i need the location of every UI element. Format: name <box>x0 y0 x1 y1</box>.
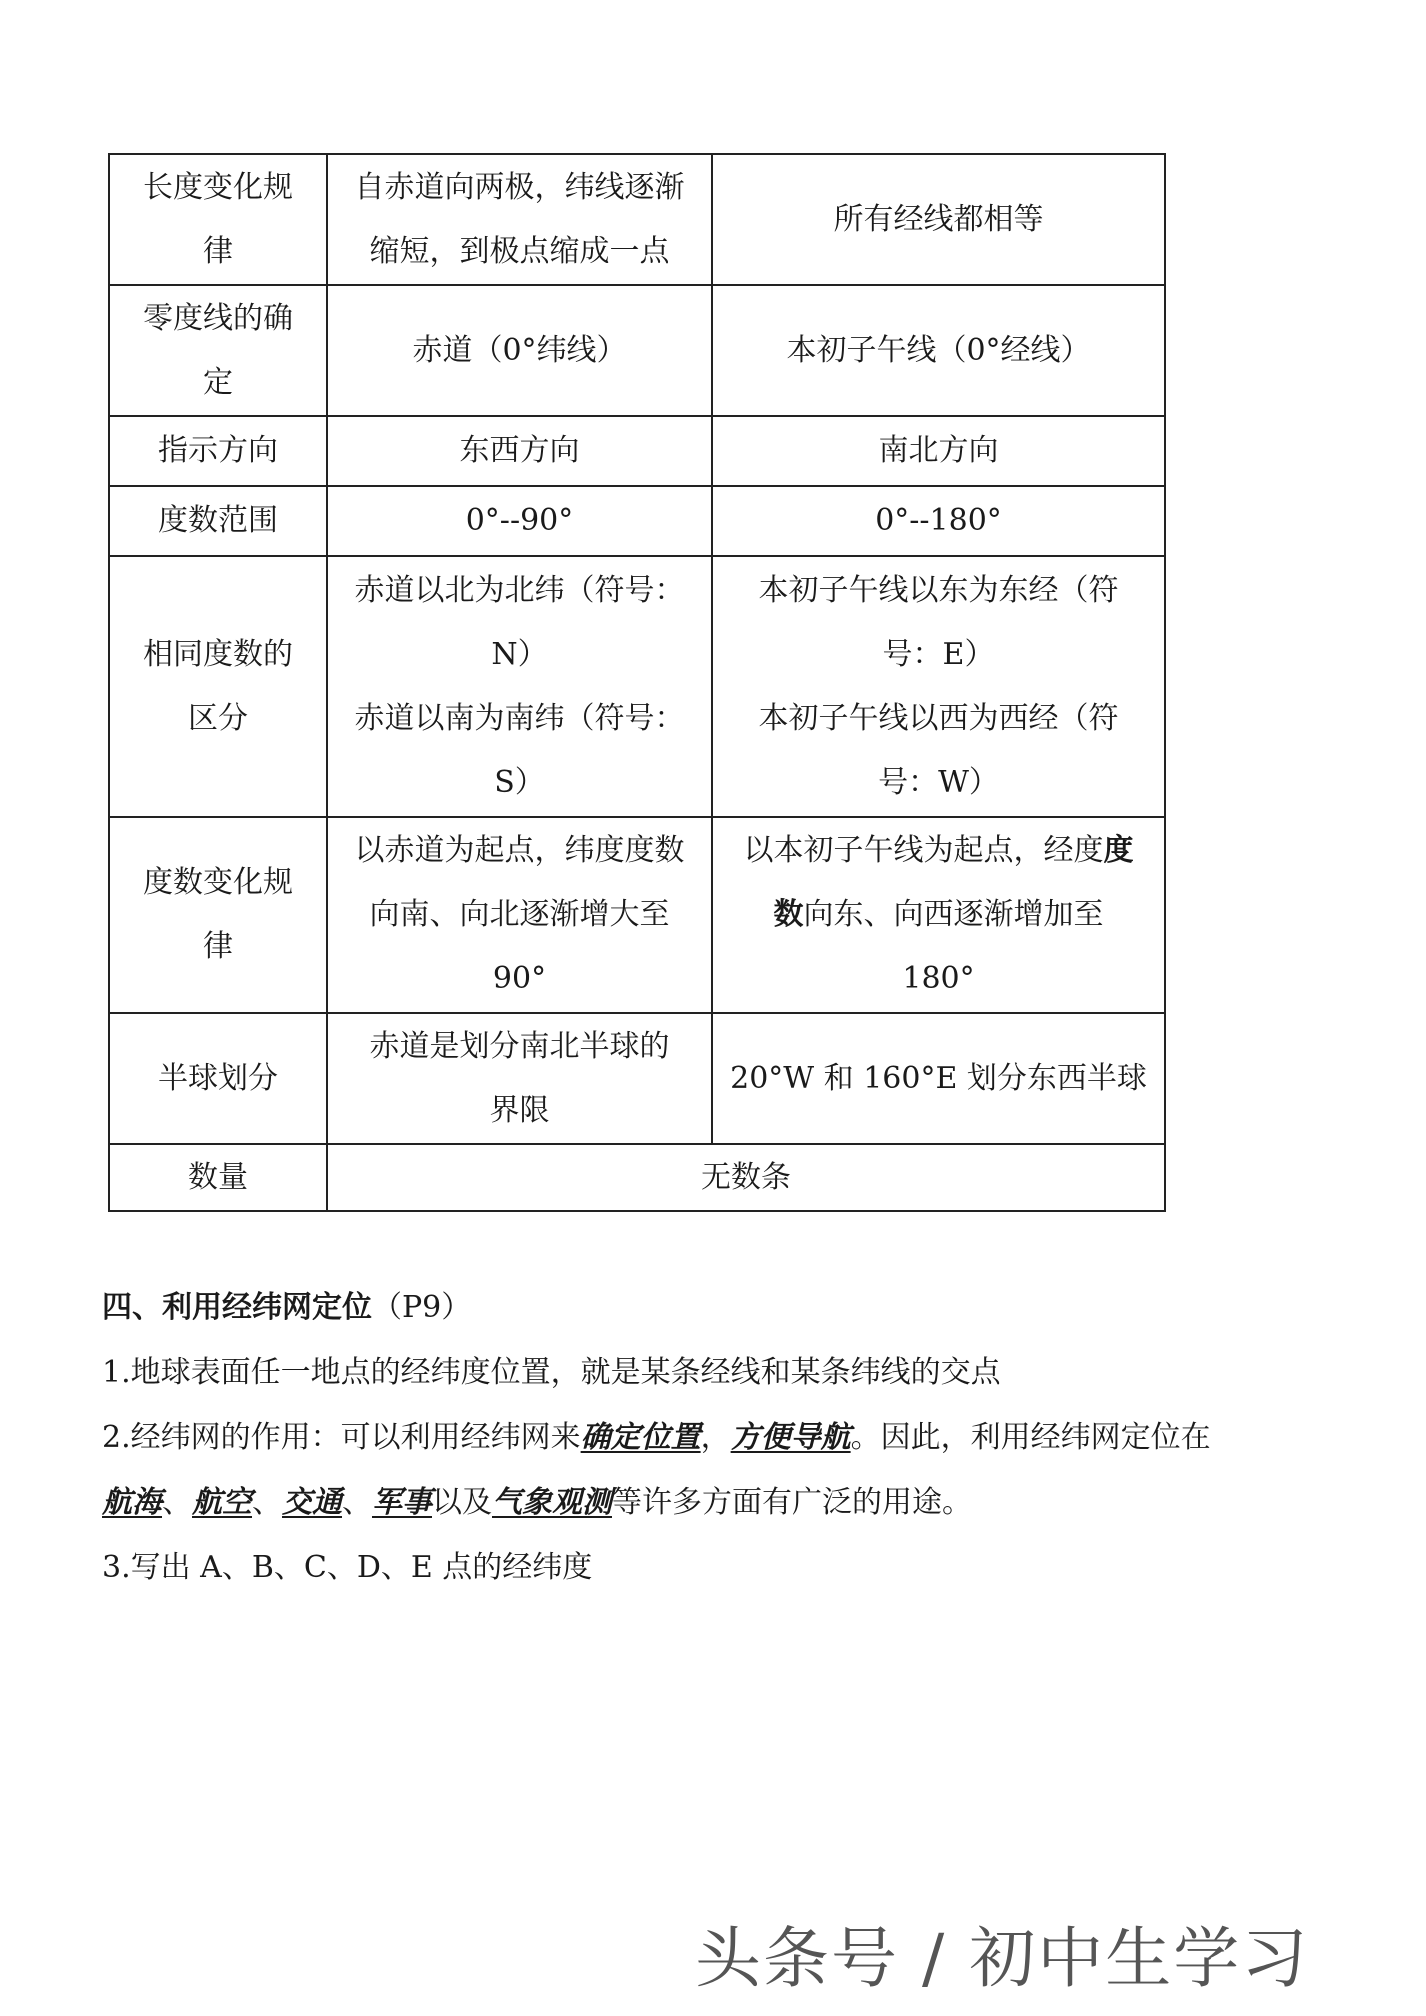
row-label: 指示方向 <box>109 416 327 486</box>
table-row <box>109 556 1165 817</box>
latitude-cell: 东西方向 <box>327 416 712 486</box>
row-label: 长度变化规 律 <box>109 154 327 285</box>
keyword: 航空 <box>192 1485 252 1520</box>
table-row <box>109 817 1165 1013</box>
keyword: 确定位置 <box>580 1420 701 1455</box>
merged-cell: 无数条 <box>327 1144 1165 1211</box>
keyword: 军事 <box>372 1485 432 1520</box>
paragraph-1: 1.地球表面任一地点的经纬度位置，就是某条经线和某条纬线的交点 <box>102 1355 1001 1390</box>
row-label: 度数范围 <box>109 486 327 556</box>
longitude-cell: 以本初子午线为起点，经度度 数向东、向西逐渐增加至 180° <box>712 817 1165 1013</box>
row-label: 度数变化规 律 <box>109 817 327 1013</box>
keyword: 交通 <box>282 1485 342 1520</box>
longitude-cell: 20°W 和 160°E 划分东西半球 <box>712 1013 1165 1144</box>
latitude-cell: 0°--90° <box>327 486 712 556</box>
keyword: 方便导航 <box>730 1420 851 1455</box>
table-row <box>109 154 1165 285</box>
row-label: 零度线的确 定 <box>109 285 327 416</box>
longitude-cell: 南北方向 <box>712 416 1165 486</box>
table-row <box>109 285 1165 416</box>
section-heading: 四、利用经纬网定位（P9） <box>102 1290 472 1325</box>
longitude-cell: 所有经线都相等 <box>712 154 1165 285</box>
row-label: 数量 <box>109 1144 327 1211</box>
keyword: 航海 <box>102 1485 162 1520</box>
table-row <box>109 486 1165 556</box>
latitude-cell: 赤道以北为北纬（符号： N） 赤道以南为南纬（符号： S） <box>327 556 712 817</box>
longitude-cell: 本初子午线以东为东经（符 号：E） 本初子午线以西为西经（符 号：W） <box>712 556 1165 817</box>
table-row <box>109 1144 1165 1211</box>
longitude-cell: 本初子午线（0°经线） <box>712 285 1165 416</box>
table-row <box>109 416 1165 486</box>
latitude-cell: 自赤道向两极，纬线逐渐 缩短，到极点缩成一点 <box>327 154 712 285</box>
comparison-table <box>108 153 1166 1212</box>
row-label: 相同度数的 区分 <box>109 556 327 817</box>
keyword: 气象观测 <box>492 1485 612 1520</box>
watermark: 头条号 / 初中生学习 <box>695 1920 1310 1997</box>
paragraph-3: 3.写出 A、B、C、D、E 点的经纬度 <box>102 1550 593 1585</box>
row-label: 半球划分 <box>109 1013 327 1144</box>
latitude-cell: 赤道是划分南北半球的 界限 <box>327 1013 712 1144</box>
latitude-cell: 赤道（0°纬线） <box>327 285 712 416</box>
paragraph-2-continued: 航海、航空、交通、军事以及气象观测等许多方面有广泛的用途。 <box>102 1485 972 1520</box>
longitude-cell: 0°--180° <box>712 486 1165 556</box>
table-row <box>109 1013 1165 1144</box>
latitude-cell: 以赤道为起点，纬度度数 向南、向北逐渐增大至 90° <box>327 817 712 1013</box>
paragraph-2: 2.经纬网的作用：可以利用经纬网来确定位置，方便导航。因此，利用经纬网定位在 <box>102 1420 1211 1455</box>
